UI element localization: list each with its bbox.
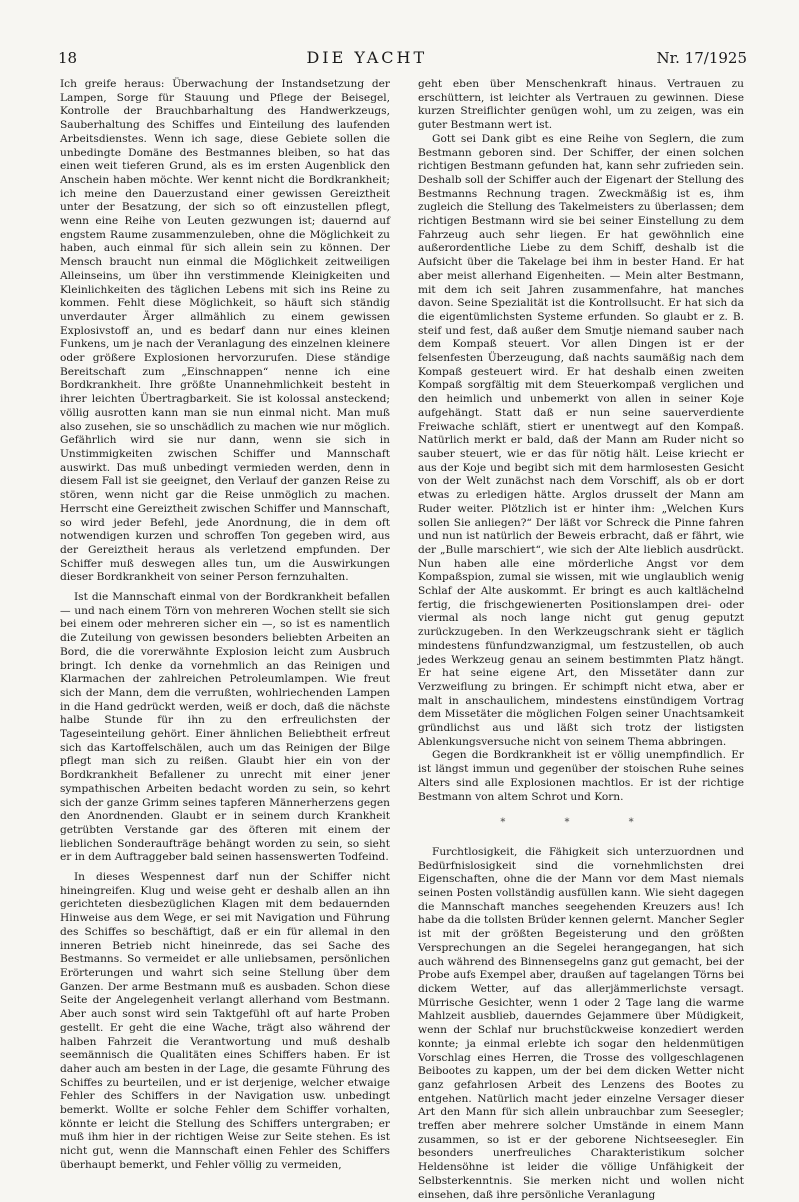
paragraph: Ist die Mannschaft einmal von der Bordkrankheit befallen — und nach einem Törn von mehreren Wochen stellt sie sich bei einem oder mehreren sicher ein —, so ist es namentlich die Zuteilung von gewissen besonders beliebten Arbeiten an Bord, die die vorerwähnte Explosion leicht zum Ausbruch bringt. Ich denke da vornehmlich an das Reinigen und Klarmachen der zahlreichen Petroleumlampen. Wie freut sich der Mann, dem die verrußten, wohlriechenden Lampen in die Hand gedrückt werden, weiß er doch, daß die nächste halbe Stunde für ihn zu den erfreulichsten der Tageseinteilung gehört. Einer ähnlichen Beliebtheit erfreut sich das Kartoffelschälen, auch um das Reinigen der Bilge pflegt man sich zu reißen. Glaubt hier ein von der Bordkrankheit Befallener zu unrecht mit einer jener sympathischen Arbeiten bedacht worden zu sein, so kehrt sich der ganze Grimm seines tapferen Männerherzens gegen den Anordnenden. Glaubt er in seinem durch Krankheit getrübten Verstande gar des öfteren mit einem der lieblichen Sonderaufträge behängt worden zu sein, so sieht er in dem Auftraggeber bald seinen hassenswerten Todfeind.: [60, 591, 390, 864]
paragraph: Ich greife heraus: Überwachung der Instandsetzung der Lampen, Sorge für Stauung und Pflege der Beisegel, Kontrolle der Brauchbarhaltung des Handwerkzeugs, Sauberhaltung des Schiffes und Einteilung des laufenden Arbeitsdienstes. Wenn ich sage, diese Gebiete sollen die unbedingte Domäne des Bestmannes bleiben, so hat das einen weit tieferen Grund, als es im ersten Augenblick den Anschein haben möchte. Wer kennt nicht die Bordkrankheit; ich meine den Dauerzustand einer gewissen Gereiztheit unter der Besatzung, der sich so oft einzustellen pflegt, wenn eine Reihe von Leuten gezwungen ist; dauernd auf engstem Raume zusammenzuleben, ohne die Möglichkeit zu haben, auch einmal für sich allein sein zu können. Der Mensch braucht nun einmal die Möglichkeit zeitweiligen Alleinseins, um über ihn verstimmende Kleinigkeiten und Kleinlichkeiten des täglichen Lebens mit sich ins Reine zu kommen. Fehlt diese Möglichkeit, so häuft sich ständig unverdauter Ärger allmählich zu einem gewissen Explosivstoff an, und es bedarf dann nur eines kleinen Funkens, um je nach der Veranlagung des einzelnen kleinere oder größere Explosionen hervorzurufen. Diese ständige Bereitschaft zum „Einschnappen“ nenne ich eine Bordkrankheit. Ihre größte Unannehmlichkeit besteht in ihrer leichten Übertragbarkeit. Sie ist kolossal ansteckend; völlig ausrotten kann man sie nun einmal nicht. Man muß also zusehen, sie so unschädlich zu machen wie nur möglich. Gefährlich wird sie nur dann, wenn sie sich in Unstimmigkeiten zwischen Schiffer und Mannschaft auswirkt. Das muß unbedingt vermieden werden, denn in diesem Fall ist sie geeignet, den Verlauf der ganzen Reise zu stören, wenn nicht gar die Reise unmöglich zu machen. Herrscht eine Gereiztheit zwischen Schiffer und Mannschaft, so wird jeder Befehl, jede Anordnung, die in dem oft notwendigen kurzen und schroffen Ton gegeben wird, aus der Gereiztheit heraus als verletzend empfunden. Der Schiffer muß deswegen alles tun, um die Auswirkungen dieser Bordkrankheit von seiner Person fernzuhalten.: [60, 78, 390, 584]
paragraph: Gegen die Bordkrankheit ist er völlig unempfindlich. Er ist längst immun und gegenüber der stoischen Ruhe seines Alters sind alle Explosionen machtlos. Er ist der richtige Bestmann von altem Schrot und Korn.: [418, 749, 744, 803]
paragraph: geht eben über Menschenkraft hinaus. Vertrauen zu erschüttern, ist leichter als Vertrauen zu gewinnen. Diese kurzen Streiflichter genügen wohl, um zu zeigen, was ein guter Bestmann wert ist.: [418, 78, 744, 132]
right-column: [418, 78, 744, 1202]
page-header: [58, 48, 747, 70]
section-divider: * * *: [500, 817, 662, 829]
paragraph: Gott sei Dank gibt es eine Reihe von Seglern, die zum Bestmann geboren sind. Der Schiffer, der einen solchen richtigen Bestmann gefunden hat, kann sehr zufrieden sein. Deshalb soll der Schiffer auch der Eigenart der Stellung des Bestmanns Rechnung tragen. Zweckmäßig ist es, ihm zugleich die Stellung des Takelmeisters zu überlassen; dem richtigen Bestmann wird sie bei seiner Einstellung zu dem Fahrzeug auch sehr liegen. Er hat gewöhnlich eine außerordentliche Liebe zu dem Schiff, deshalb ist die Aufsicht über die Takelage bei ihm in bester Hand. Er hat aber meist allerhand Eigenheiten. — Mein alter Bestmann, mit dem ich seit Jahren zusammenfahre, hat manches davon. Seine Spezialität ist die Kontrollsucht. Er hat sich da die eigentümlichsten Systeme erfunden. So glaubt er z. B. steif und fest, daß außer dem Smutje niemand sauber nach dem Kompaß steuert. Vor allen Dingen ist er der felsenfesten Überzeugung, daß nachts saumäßig nach dem Kompaß gesteuert wird. Er hat deshalb einen zweiten Kompaß sorgfältig mit dem Steuerkompaß verglichen und den heimlich und unbemerkt von allen in seiner Koje aufgehängt. Statt daß er nun seine sauerverdiente Freiwache schläft, stiert er unentwegt auf den Kompaß. Natürlich merkt er bald, daß der Mann am Ruder nicht so sauber steuert, wie er das für nötig hält. Leise kriecht er aus der Koje und begibt sich mit dem harmlosesten Gesicht von der Welt zunächst nach dem Vorschiff, als ob er dort etwas zu erledigen hätte. Arglos drusselt der Mann am Ruder weiter. Plötzlich ist er hinter ihm: „Welchen Kurs sollen Sie anliegen?“ Der läßt vor Schreck die Pinne fahren und nun ist natürlich der Beweis erbracht, daß er fährt, wie der „Bulle marschiert“, wie sich der Alte lieblich ausdrückt. Nun haben alle eine mörderliche Angst vor dem Kompaßspion, zumal sie wissen, mit wie unglaublich wenig Schlaf der Alte auskommt. Er bringt es auch kaltlächelnd fertig, die frischgewienerten Positionslampen drei- oder viermal als noch lange nicht gut genug geputzt zurückzugeben. In den Werkzeugschrank sieht er täglich mindestens fünfundzwanzigmal, um festzustellen, ob auch jedes Werkzeug genau an seinem bestimmten Platz hängt. Er hat seine eigene Art, den Missetäter dann zur Verzweiflung zu bringen. Er schimpft nicht etwa, aber er malt in anschaulichem, mindestens einstündigem Vortrag dem Missetäter die möglichen Folgen seiner Unachtsamkeit gründlichst aus und läßt sich trotz der listigsten Ablenkungsversuche nicht von seinem Thema abbringen.: [418, 132, 744, 748]
magazine-title: DIE YACHT: [306, 48, 428, 67]
paragraph: Furchtlosigkeit, die Fähigkeit sich unterzuordnen und Bedürfnislosigkeit sind die vornehmlichsten drei Eigenschaften, ohne die der Mann vor dem Mast niemals seinen Posten vollständig ausfüllen kann. Wie sieht dagegen die Mannschaft manches seegehenden Kreuzers aus! Ich habe da die tollsten Brüder kennen gelernt. Mancher Segler ist mit der größten Begeisterung und den größten Versprechungen an die Segelei herangegangen, hat sich auch während des Binnensegelns ganz gut gemacht, bei der Probe aufs Exempel aber, draußen auf tagelangen Törns bei dickem Wetter, auf das allerjämmerlichste versagt. Mürrische Gesichter, wenn 1 oder 2 Tage lang die warme Mahlzeit ausblieb, dauerndes Gejammere über Müdigkeit, wenn der Schlaf nur bruchstückweise konzediert werden konnte; ja einmal erlebte ich sogar den heldenmütigen Vorschlag eines Herren, die Trosse des vollgeschlagenen Beibootes zu kappen, um der bei dem dicken Wetter nicht ganz gefahrlosen Arbeit des Lenzens des Bootes zu entgehen. Natürlich macht jeder einzelne Versager dieser Art den Mann für sich allein unbrauchbar zum Seesegler; treffen aber mehrere solcher Umstände in einem Mann zusammen, so ist er der geborene Nichtseesegler. Ein besonders unerfreuliches Charakteristikum solcher Heldensöhne ist leider die völlige Unfähigkeit der Selbsterkenntnis. Sie merken nicht und wollen nicht einsehen, daß ihre persönliche Veranlagung: [418, 845, 744, 1201]
issue-number: Nr. 17/1925: [656, 49, 747, 67]
page-number: 18: [58, 49, 78, 67]
paragraph: In dieses Wespennest darf nun der Schiffer nicht hineingreifen. Klug und weise geht er deshalb allen an ihn gerichteten diesbezüglichen Klagen mit dem bedauernden Hinweise aus dem Wege, er sei mit Navigation und Führung des Schiffes so beschäftigt, daß er ein für allemal in den inneren Betrieb nicht hineinrede, das sei Sache des Bestmanns. So vermeidet er alle unliebsamen, persönlichen Erörterungen und wahrt sich seine Stellung über dem Ganzen. Der arme Bestmann muß es ausbaden. Schon diese Seite der Angelegenheit verlangt allerhand vom Bestmann. Aber auch sonst wird sein Taktgefühl oft auf harte Proben gestellt. Er geht die eine Wache, trägt also während der halben Fahrzeit die Verantwortung und muß deshalb seemännisch die Qualitäten eines Schiffers haben. Er ist daher auch am besten in der Lage, die gesamte Führung des Schiffes zu beurteilen, und er ist derjenige, welcher etwaige Fehler des Schiffers in der Navigation usw. unbedingt bemerkt. Wollte er solche Fehler dem Schiffer vorhalten, könnte er leicht die Stellung des Schiffers untergraben; er muß ihm hier in der richtigen Weise zur Seite stehen. Es ist nicht gut, wenn die Mannschaft einen Fehler des Schiffers überhaupt bemerkt, und Fehler völlig zu vermeiden,: [60, 871, 390, 1171]
left-column: [60, 78, 390, 1173]
